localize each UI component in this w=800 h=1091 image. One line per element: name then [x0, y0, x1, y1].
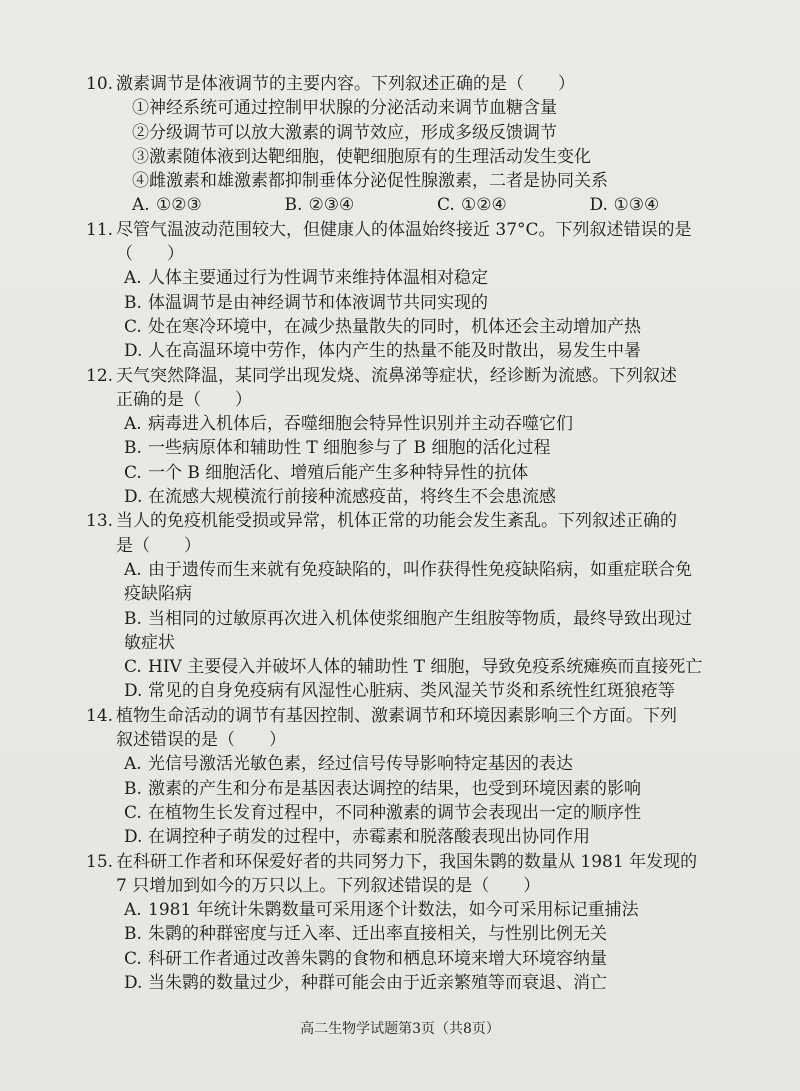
question-14	[86, 704, 742, 850]
question-number: 11.	[86, 219, 114, 240]
question-13	[86, 509, 742, 703]
question-stem	[86, 218, 742, 267]
question-stem	[86, 364, 742, 413]
stem-text: 激素调节是体液调节的主要内容。下列叙述正确的是（ ）	[116, 74, 575, 94]
question-15	[86, 850, 742, 996]
question-10	[86, 72, 742, 218]
question-list	[86, 72, 742, 995]
question-number: 15.	[86, 851, 114, 872]
question-12	[86, 364, 742, 510]
statement-4: ④雌激素和雄激素都抑制垂体分泌促性腺激素，二者是协同关系	[132, 171, 608, 192]
stem-text: 天气突然降温，某同学出现发烧、流鼻涕等症状，经诊断为流感。下列叙述 正确的是（ ）	[116, 365, 677, 410]
option-a: A. 由于遗传而生来就有免疫缺陷的，叫作获得性免疫缺陷病，如重症联合免	[124, 559, 692, 580]
option-c: C. ①②④	[437, 195, 507, 216]
question-stem	[86, 850, 742, 899]
question-number: 12.	[86, 365, 114, 386]
option-b-cont: 敏症状	[124, 632, 175, 653]
stem-text: 植物生命活动的调节有基因控制、激素调节和环境因素影响三个方面。下列 叙述错误的是（ ）	[116, 705, 677, 751]
option-row	[102, 193, 742, 217]
question-number: 10.	[86, 74, 114, 94]
stem-text: 在科研工作者和环保爱好者的共同努力下，我国朱鹮的数量从 1981 年发现的 7 只增加到如今的万只以上。下列叙述错误的是（ ）	[116, 851, 698, 896]
stem-text: 当人的免疫机能受损或异常，机体正常的功能会发生紊乱。下列叙述正确的 是（ ）	[116, 511, 677, 556]
statement-2: ②分级调节可以放大激素的调节效应，形成多级反馈调节	[132, 122, 557, 143]
option-d: D. 在流感大规模流行前接种流感疫苗，将终生不会患流感	[124, 487, 556, 508]
option-d: D. 当朱鹮的数量过少，种群可能会由于近亲繁殖等而衰退、消亡	[124, 972, 607, 993]
option-c: C. 科研工作者通过改善朱鹮的食物和栖息环境来增大环境容纳量	[124, 948, 607, 969]
question-number: 14.	[86, 705, 114, 726]
option-c: C. 在植物生长发育过程中，不同种激素的调节会表现出一定的顺序性	[124, 802, 641, 823]
option-c: C. HIV 主要侵入并破坏人体的辅助性 T 细胞，导致免疫系统瘫痪而直接死亡	[124, 657, 703, 678]
question-stem	[86, 704, 742, 753]
option-a: A. ①②③	[132, 195, 202, 216]
option-d: D. 在调控种子萌发的过程中，赤霉素和脱落酸表现出协同作用	[124, 827, 590, 848]
option-c: C. 一个 B 细胞活化、增殖后能产生多种特异性的抗体	[124, 462, 529, 483]
option-a: A. 人体主要通过行为性调节来维持体温相对稳定	[124, 268, 488, 289]
option-d: D. ①③④	[589, 195, 660, 216]
question-stem	[86, 509, 742, 558]
page-footer: 高二生物学试题第3页（共8页）	[300, 1021, 500, 1037]
option-d: D. 常见的自身免疫病有风湿性心脏病、类风湿关节炎和系统性红斑狼疮等	[124, 681, 675, 702]
option-c: C. 处在寒冷环境中，在减少热量散失的同时，机体还会主动增加产热	[124, 316, 641, 337]
statement-1: ①神经系统可通过控制甲状腺的分泌活动来调节血糖含量	[132, 98, 557, 119]
option-b: B. 体温调节是由神经调节和体液调节共同实现的	[124, 292, 488, 313]
option-a: A. 病毒进入机体后，吞噬细胞会特异性识别并主动吞噬它们	[124, 414, 573, 435]
question-11	[86, 218, 742, 364]
option-b: B. 朱鹮的种群密度与迁入率、迁出率直接相关，与性别比例无关	[124, 924, 607, 945]
option-b: B. 当相同的过敏原再次进入机体使浆细胞产生组胺等物质，最终导致出现过	[124, 608, 692, 629]
option-d: D. 人在高温环境中劳作，体内产生的热量不能及时散出，易发生中暑	[124, 341, 641, 362]
option-a: A. 1981 年统计朱鹮数量可采用逐个计数法，如今可采用标记重捕法	[124, 900, 639, 921]
option-b: B. 激素的产生和分布是基因表达调控的结果，也受到环境因素的影响	[124, 778, 641, 799]
option-b: B. 一些病原体和辅助性 T 细胞参与了 B 细胞的活化过程	[124, 438, 551, 459]
option-a-cont: 疫缺陷病	[124, 584, 192, 605]
question-stem	[86, 72, 742, 96]
stem-text: 尽管气温波动范围较大，但健康人的体温始终接近 37°C。下列叙述错误的是 （ ）	[116, 219, 692, 265]
option-b: B. ②③④	[284, 195, 355, 216]
question-number: 13.	[86, 511, 114, 532]
option-a: A. 光信号激活光敏色素，经过信号传导影响特定基因的表达	[124, 754, 573, 775]
statement-3: ③激素随体液到达靶细胞，使靶细胞原有的生理活动发生变化	[132, 146, 591, 167]
